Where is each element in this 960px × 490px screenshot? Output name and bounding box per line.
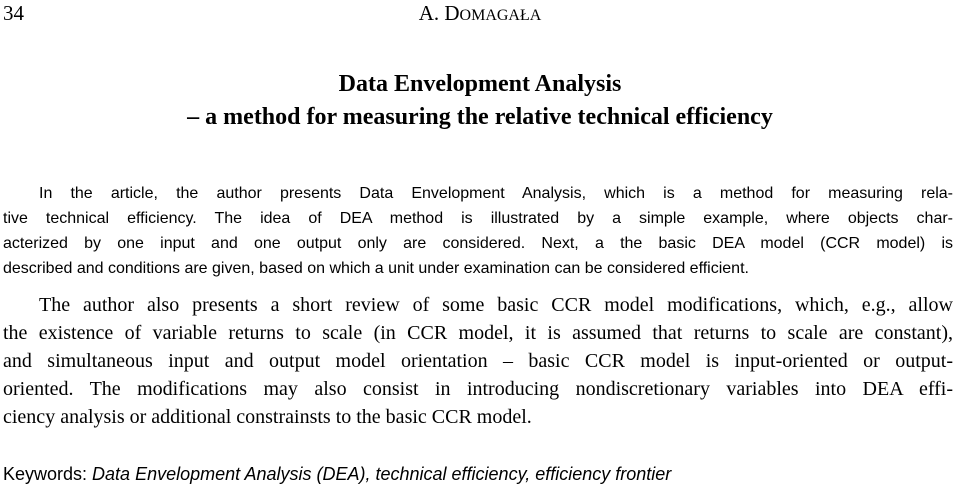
- abstract: [3, 181, 953, 281]
- body-line: and simultaneous input and output model orientation – basic CCR model is input-oriented or output-: [3, 350, 953, 372]
- article-title: [0, 68, 960, 134]
- body-line: oriented. The modifications may also consist in introducing nondiscretionary variables into DEA effi-: [3, 378, 953, 400]
- running-head-initial: A. D: [418, 1, 460, 25]
- abstract-line: In the article, the author presents Data Envelopment Analysis, which is a method for measuring rela-: [39, 185, 953, 202]
- title-line-1: Data Envelopment Analysis: [338, 71, 622, 97]
- body-line: the existence of variable returns to scale (in CCR model, it is assumed that returns to scale are constant),: [3, 322, 953, 344]
- running-head-surname: OMAGAŁA: [459, 7, 542, 24]
- body-line: ciency analysis or additional constrainsts to the basic CCR model.: [3, 406, 532, 428]
- title-line-2: – a method for measuring the relative technical efficiency: [187, 104, 773, 130]
- abstract-line: tive technical efficiency. The idea of DEA method is illustrated by a simple example, where objects char-: [3, 210, 953, 227]
- keywords-label: Keywords:: [3, 464, 93, 484]
- running-head: [0, 2, 960, 27]
- abstract-line: acterized by one input and one output only are considered. Next, a the basic DEA model (CCR model) is: [3, 235, 953, 252]
- keywords-list: Data Envelopment Analysis (DEA), technical efficiency, efficiency frontier: [92, 464, 672, 484]
- page-number: 34: [3, 1, 24, 25]
- keywords: [3, 462, 671, 486]
- body-line: The author also presents a short review of some basic CCR model modifications, which, e.g., allow: [39, 294, 953, 316]
- abstract-continuation: [3, 291, 953, 431]
- abstract-line: described and conditions are given, based on which a unit under examination can be considered efficient.: [3, 260, 749, 277]
